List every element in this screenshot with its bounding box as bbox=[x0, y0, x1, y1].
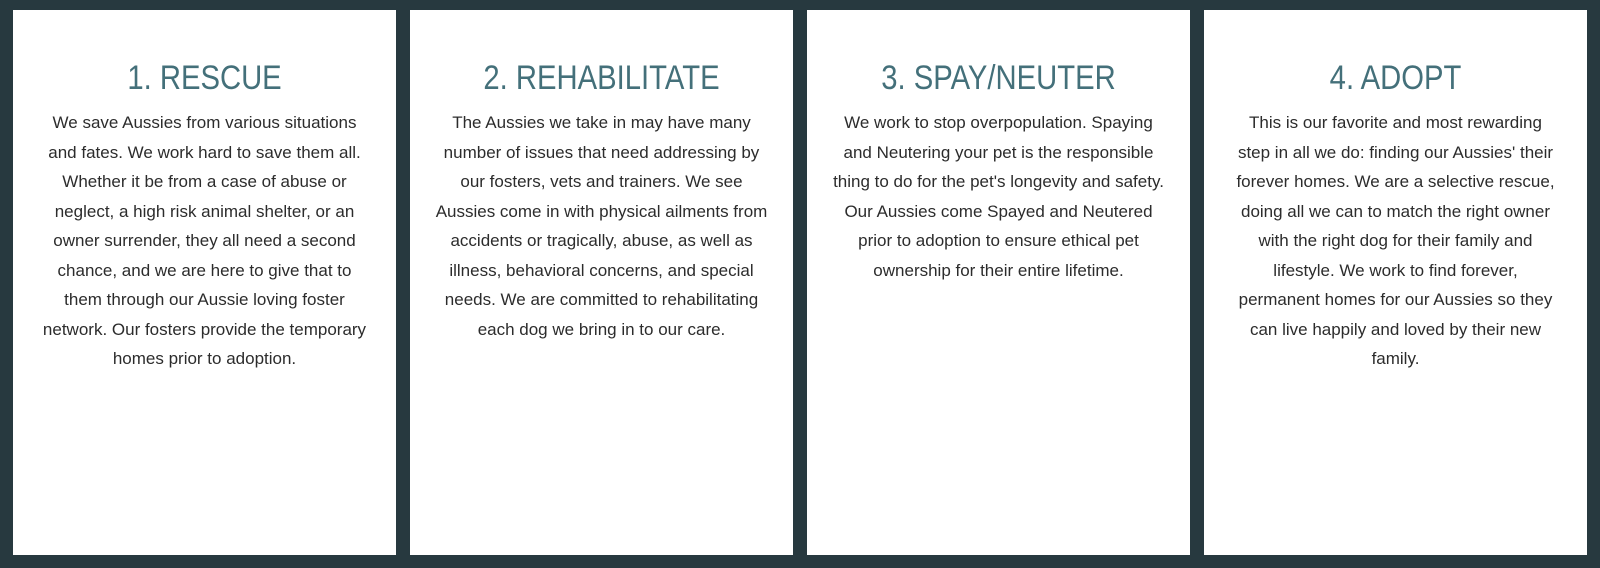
step-title: 3. SPAY/NEUTER bbox=[881, 59, 1116, 97]
step-title: 2. REHABILITATE bbox=[483, 59, 720, 97]
step-card-rescue bbox=[13, 10, 396, 555]
step-description: This is our favorite and most rewarding step in all we do: finding our Aussies' their forever homes. We are a selective rescue, doing all we can to match the right owner with the right dog for their family and lifestyle. We work to find forever, permanent homes for our Aussies so they can live happily and loved by their new family. bbox=[1236, 113, 1555, 368]
step-card-spay-neuter bbox=[807, 10, 1190, 555]
step-description: We work to stop overpopulation. Spaying and Neutering your pet is the responsible thing to do for the pet's longevity and safety. Our Aussies come Spayed and Neutered prior to adoption to ensure ethical pet ownership for their entire lifetime. bbox=[833, 113, 1164, 280]
step-title: 4. ADOPT bbox=[1329, 59, 1462, 97]
step-card-adopt bbox=[1204, 10, 1587, 555]
step-description: The Aussies we take in may have many number of issues that need addressing by our fosters, vets and trainers. We see Aussies come in with physical ailments from accidents or tragically, abuse, as well as illness, behavioral concerns, and special needs. We are committed to rehabilitating each dog we bring in to our care. bbox=[435, 113, 768, 339]
steps-grid bbox=[13, 10, 1587, 555]
step-title: 1. RESCUE bbox=[127, 59, 282, 97]
step-card-rehabilitate bbox=[410, 10, 793, 555]
step-description: We save Aussies from various situations and fates. We work hard to save them all. Whether it be from a case of abuse or neglect, a high risk animal shelter, or an owner surrender, they all need a second chance, and we are here to give that to them through our Aussie loving foster network. Our fosters provide the temporary homes prior to adoption. bbox=[42, 113, 367, 368]
